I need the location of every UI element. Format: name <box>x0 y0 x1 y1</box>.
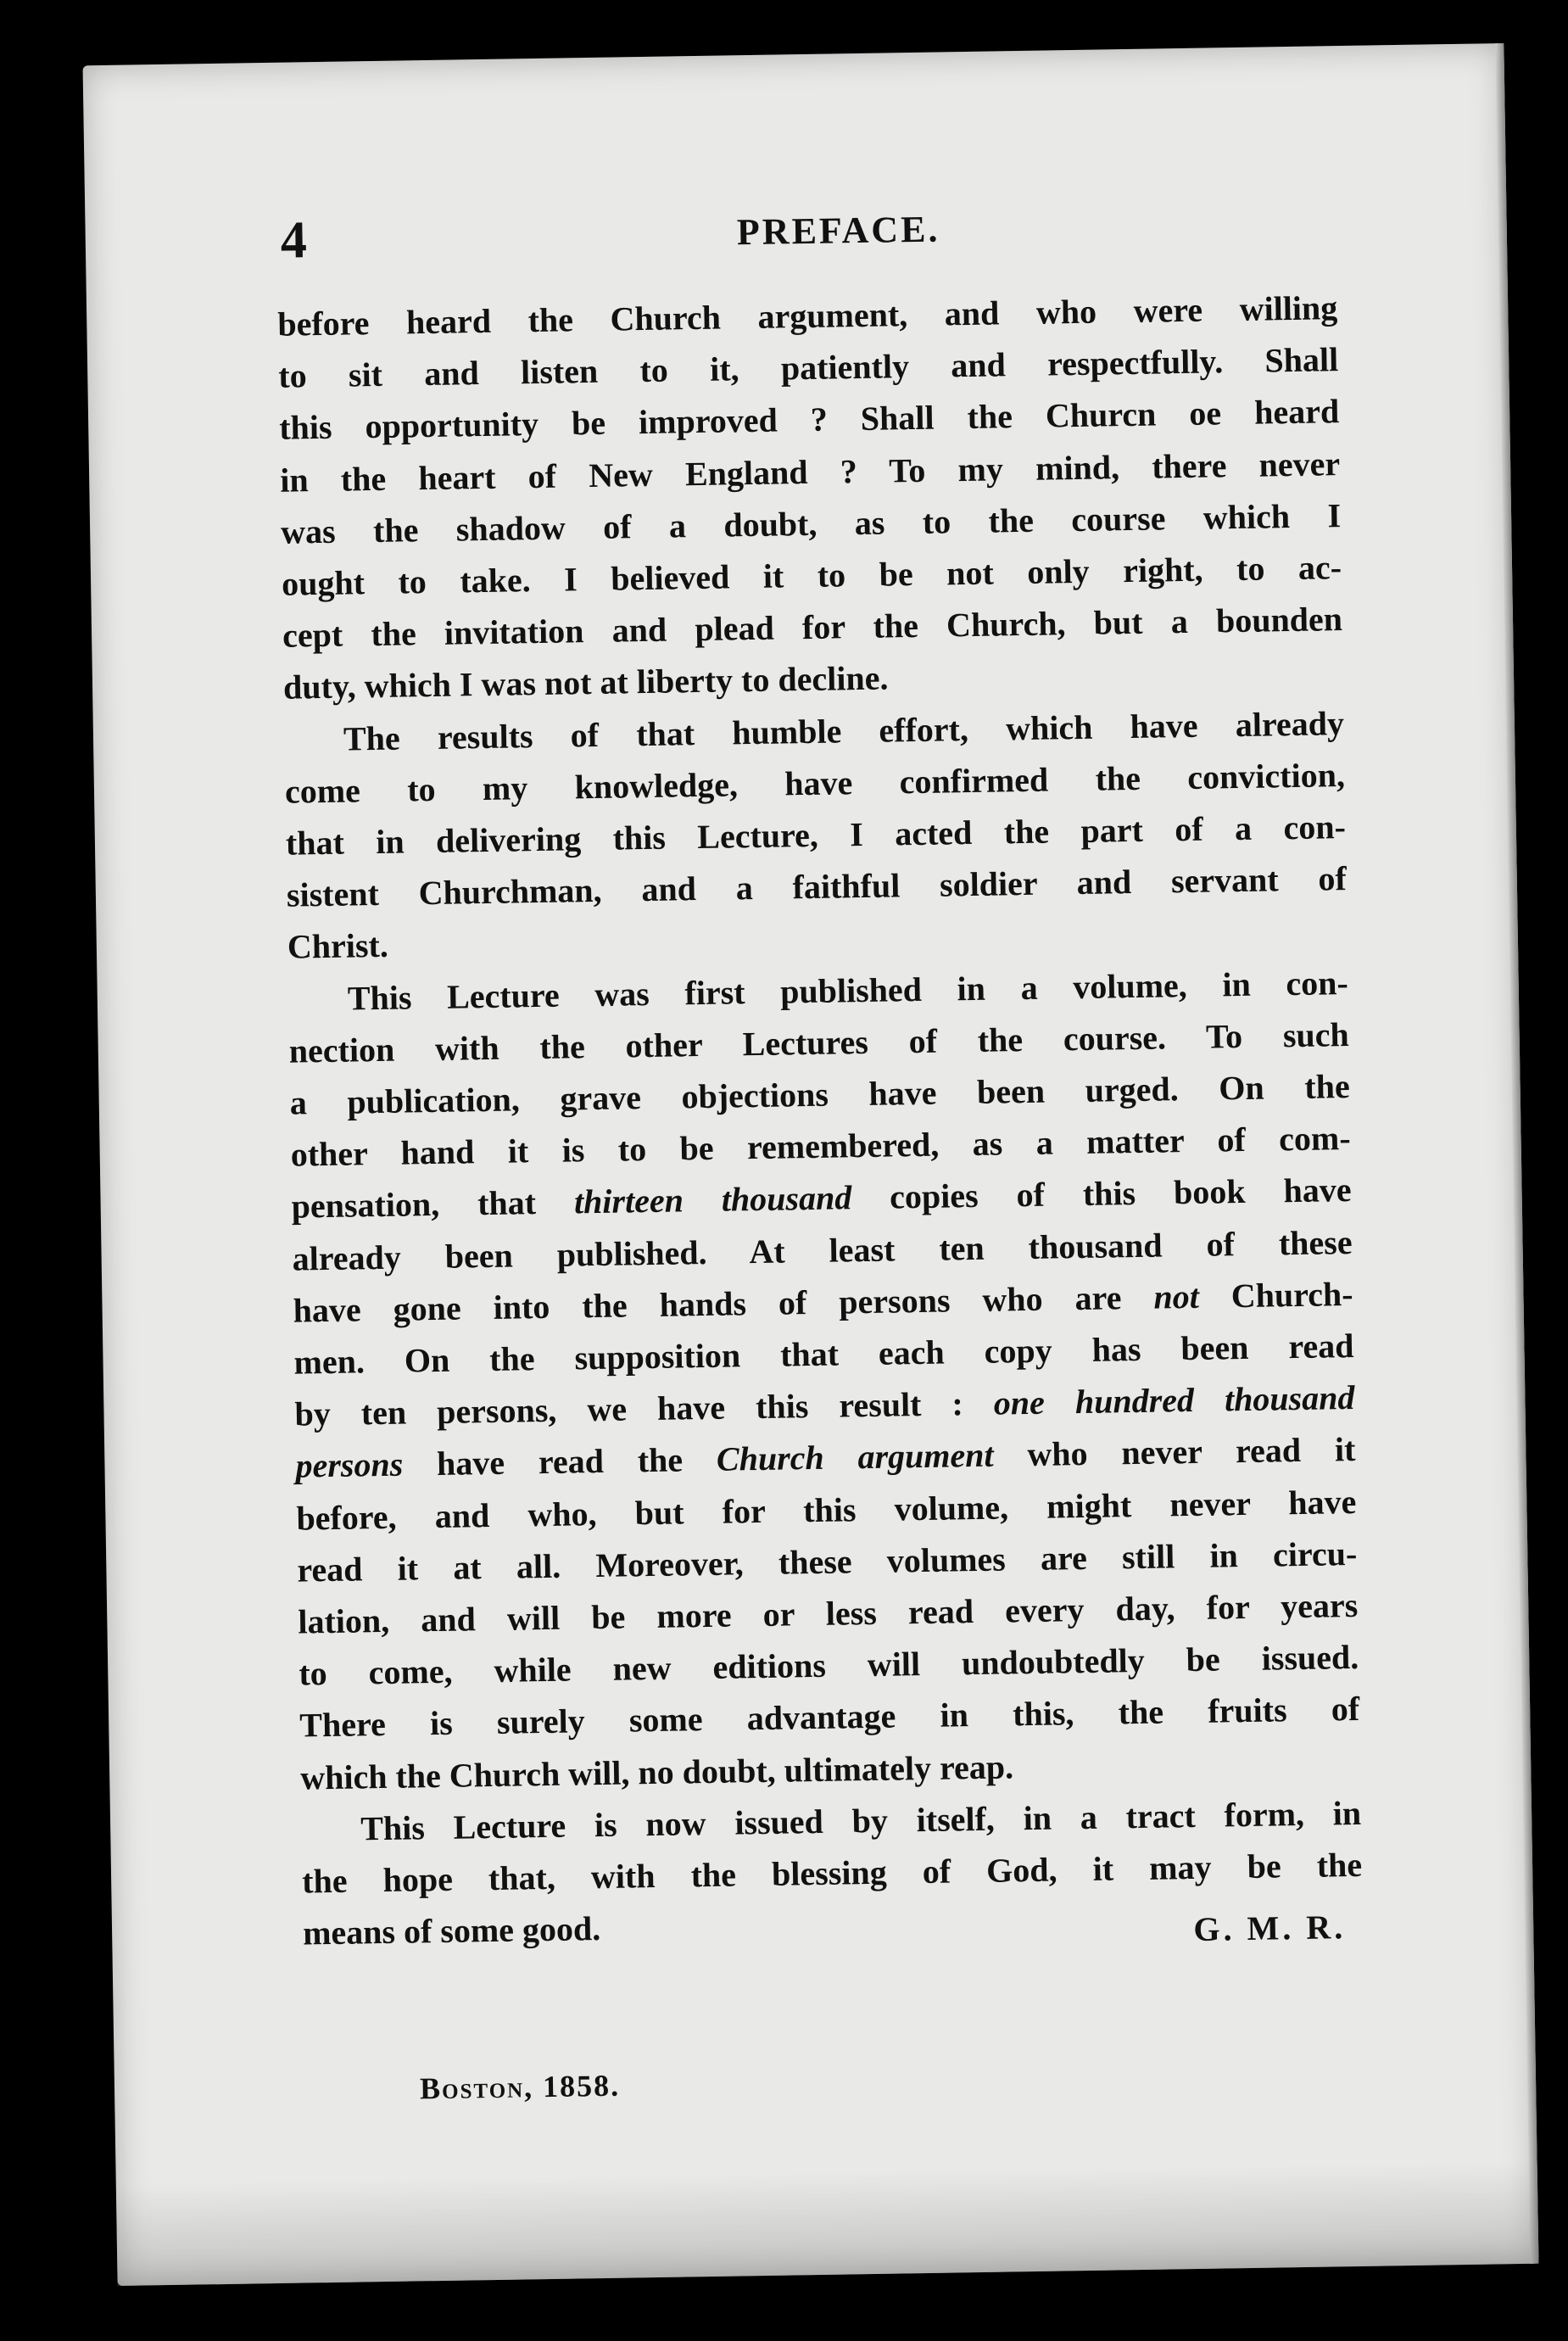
text-line: which the Church will, no doubt, ultimately reap. <box>299 1747 1014 1797</box>
text-line: in the heart of New England ? To my mind, there never <box>279 444 1341 500</box>
text-segment: have gone into the hands of persons who are <box>293 1277 1154 1330</box>
text-line: This Lecture was first published in a volume, in con- <box>347 963 1349 1018</box>
text-segment: pensation, that <box>291 1182 575 1226</box>
text-line: before, and who, but for this volume, might never have <box>296 1482 1357 1538</box>
text-line: duty, which I was not at liberty to decline. <box>282 658 889 707</box>
text-line: cept the invitation and plead for the Church, but a bounden <box>282 600 1343 655</box>
page-bottom-shading <box>116 2162 1539 2286</box>
text-line: men. On the supposition that each copy has been read <box>293 1327 1354 1382</box>
text-line: come to my knowledge, have confirmed the conviction, <box>284 755 1346 811</box>
text-segment: who never read it <box>993 1430 1356 1475</box>
text-line: lation, and will be more or less read every day, for years <box>298 1586 1359 1641</box>
preface-body-text <box>277 282 1364 1959</box>
text-line: ought to take. I believed it to be not only right, to ac- <box>281 548 1342 603</box>
text-line: the hope that, with the blessing of God, it may be the <box>301 1845 1363 1901</box>
text-segment: Church- <box>1198 1274 1353 1316</box>
text-line: a publication, grave objections have been urged. On the <box>289 1067 1350 1122</box>
text-line: to come, while new editions will undoubtedly be issued. <box>299 1638 1359 1693</box>
italic-phrase: Church argument <box>716 1436 994 1479</box>
scanned-page <box>83 43 1539 2286</box>
text-line: The results of that humble effort, which have already <box>343 703 1345 758</box>
text-line: before heard the Church argument, and who were willing <box>277 288 1338 344</box>
page-number: 4 <box>280 211 308 270</box>
text-line: other hand it is to be remembered, as a matter of com- <box>290 1119 1351 1174</box>
text-line: nection with the other Lectures of the course. To such <box>288 1014 1350 1070</box>
signature-initials: G. M. R. <box>1193 1908 1347 1949</box>
text-segment: copies of this book have <box>851 1170 1352 1217</box>
italic-phrase: thirteen thousand <box>573 1178 852 1221</box>
text-line: already been published. At least ten thousand of these <box>292 1222 1353 1278</box>
text-line: to sit and listen to it, patiently and respectfully. Shall <box>277 340 1339 395</box>
text-line: read it at all. Moreover, these volumes are still in circu- <box>297 1534 1358 1590</box>
text-line: sistent Churchman, and a faithful soldier and servant of <box>286 859 1348 914</box>
text-segment: by ten persons, we have this result : <box>294 1383 995 1433</box>
dateline: Boston, 1858. <box>419 2068 621 2106</box>
running-head: PREFACE. <box>736 208 940 254</box>
italic-phrase: persons <box>295 1445 404 1486</box>
text-line: that in delivering this Lecture, I acted the part of a con- <box>285 807 1347 863</box>
text-line: Christ. <box>287 926 389 967</box>
italic-phrase: one hundred thousand <box>993 1378 1355 1422</box>
text-line: was the shadow of a doubt, as to the course which I <box>280 495 1342 551</box>
page-header <box>280 193 1397 279</box>
closing-line: means of some good. <box>302 1909 601 1953</box>
page-edge-shadow <box>1495 43 1538 2264</box>
italic-phrase: not <box>1153 1277 1200 1316</box>
text-line: This Lecture is now issued by itself, in a tract form, in <box>360 1793 1362 1848</box>
text-line: There is surely some advantage in this, the fruits of <box>299 1690 1360 1746</box>
text-line: this opportunity be improved ? Shall the Churcn oe heard <box>278 392 1340 448</box>
text-segment: have read the <box>402 1440 717 1484</box>
